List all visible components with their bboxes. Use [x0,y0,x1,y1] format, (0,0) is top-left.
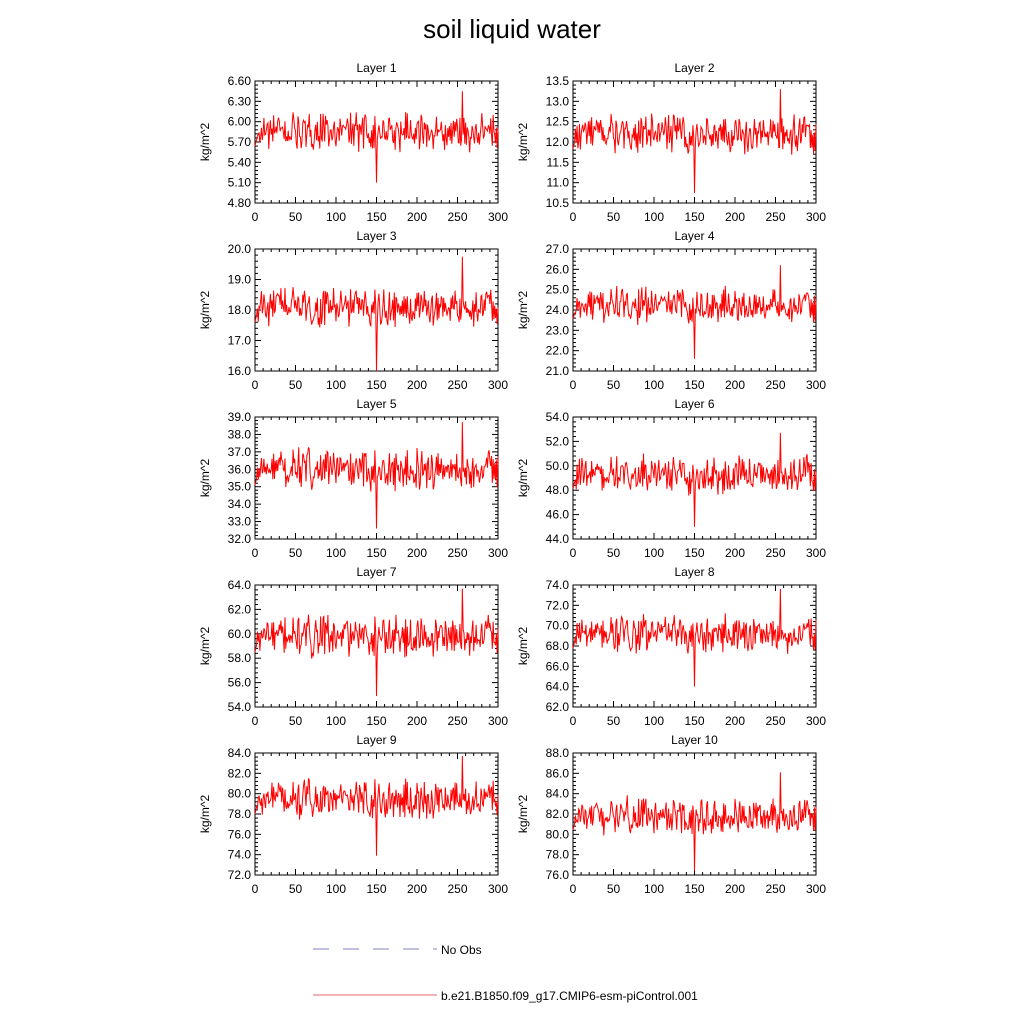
x-tick-label: 50 [288,882,303,896]
x-tick-label: 200 [406,378,428,392]
x-tick-label: 150 [366,882,387,896]
x-tick-label: 200 [724,378,746,392]
x-tick-label: 150 [684,378,705,392]
y-tick-label: 80.0 [545,827,569,842]
y-tick-label: 10.5 [545,196,569,210]
y-tick-label: 25.0 [545,282,569,297]
panel-title: Layer 8 [674,565,715,579]
y-tick-label: 6.30 [227,94,251,109]
panel-10 [516,733,826,896]
x-tick-label: 300 [487,210,509,224]
y-tick-label: 82.0 [545,807,569,821]
x-tick-label: 0 [251,714,259,728]
y-tick-label: 24.0 [545,303,569,317]
x-tick-label: 200 [406,882,428,896]
panel-title: Layer 7 [356,565,397,579]
x-tick-label: 150 [366,210,387,224]
panel-title: Layer 9 [356,733,397,747]
x-tick-label: 0 [251,882,259,896]
y-tick-label: 56.0 [227,675,251,690]
y-axis-label: kg/m^2 [198,122,212,162]
x-tick-label: 300 [805,546,827,560]
y-tick-label: 13.0 [545,94,569,109]
x-tick-label: 0 [569,714,577,728]
x-tick-label: 100 [325,882,347,896]
x-tick-label: 50 [606,378,621,392]
x-tick-label: 0 [569,378,577,392]
x-tick-label: 100 [325,546,347,560]
series-line [255,589,498,696]
x-tick-label: 50 [288,714,303,728]
x-tick-label: 200 [406,210,428,224]
x-tick-label: 150 [684,714,705,728]
panel-4 [516,229,826,392]
panel-title: Layer 3 [356,229,397,243]
figure-title: soil liquid water [423,14,601,44]
legend [313,943,698,1003]
x-tick-label: 50 [606,714,621,728]
y-tick-label: 5.70 [227,135,251,149]
y-tick-label: 78.0 [227,807,251,821]
y-tick-label: 32.0 [227,532,251,546]
y-tick-label: 11.5 [546,155,569,170]
series-line [255,91,498,183]
y-tick-label: 12.5 [545,114,569,129]
x-tick-label: 250 [447,882,468,896]
y-axis-label: kg/m^2 [198,626,212,666]
panel-7 [198,565,508,728]
panel-title: Layer 10 [671,733,718,747]
plot-frame [255,753,498,875]
panel-1 [198,61,508,224]
panel-title: Layer 4 [674,229,715,243]
y-tick-label: 74.0 [227,847,251,862]
x-tick-label: 50 [288,378,303,392]
panel-8 [516,565,826,728]
y-tick-label: 23.0 [545,323,569,338]
y-tick-label: 68.0 [545,639,569,653]
series-line [255,422,498,528]
panel-6 [516,397,826,560]
y-tick-label: 22.0 [545,343,569,358]
x-tick-label: 300 [487,714,509,728]
legend-label-no-obs: No Obs [441,943,482,957]
x-tick-label: 100 [643,210,665,224]
panel-3 [198,229,508,392]
x-tick-label: 250 [765,882,786,896]
x-tick-label: 200 [406,546,428,560]
y-tick-label: 50.0 [545,458,569,473]
plot-frame [573,585,816,707]
x-tick-label: 100 [643,546,665,560]
y-tick-label: 21.0 [545,364,569,378]
y-tick-label: 35.0 [227,479,251,494]
panel-title: Layer 1 [356,61,397,75]
x-tick-label: 100 [643,714,665,728]
y-tick-label: 60.0 [227,626,251,641]
y-tick-label: 74.0 [545,578,569,592]
series-line [255,756,498,856]
x-tick-label: 0 [569,882,577,896]
x-tick-label: 100 [643,378,665,392]
y-tick-label: 52.0 [545,434,569,449]
legend-label-run: b.e21.B1850.f09_g17.CMIP6-esm-piControl.001 [441,989,698,1003]
y-tick-label: 82.0 [227,766,251,781]
x-tick-label: 200 [724,210,746,224]
y-tick-label: 62.0 [545,700,569,714]
y-tick-label: 70.0 [545,618,569,633]
y-tick-label: 72.0 [227,868,251,882]
x-tick-label: 250 [447,210,468,224]
y-tick-label: 86.0 [545,766,569,781]
y-tick-label: 20.0 [227,242,251,256]
panel-2 [516,61,826,224]
y-tick-label: 80.0 [227,786,251,801]
x-tick-label: 300 [805,714,827,728]
x-tick-label: 150 [684,882,705,896]
x-tick-label: 100 [325,714,347,728]
y-tick-label: 18.0 [227,303,251,317]
series-line [573,89,816,193]
x-tick-label: 100 [325,210,347,224]
series-line [573,589,816,687]
y-tick-label: 76.0 [545,868,569,882]
x-tick-label: 0 [569,210,577,224]
y-tick-label: 19.0 [227,272,251,287]
x-tick-label: 150 [684,546,705,560]
x-tick-label: 50 [606,546,621,560]
y-tick-label: 62.0 [227,602,251,617]
x-tick-label: 100 [643,882,665,896]
y-tick-label: 88.0 [545,746,569,760]
x-tick-label: 300 [487,546,509,560]
x-tick-label: 200 [724,714,746,728]
y-tick-label: 48.0 [545,483,569,498]
x-tick-label: 250 [765,546,786,560]
series-line [573,265,816,359]
y-tick-label: 72.0 [545,598,569,613]
y-tick-label: 58.0 [227,651,251,666]
y-tick-label: 46.0 [545,507,569,522]
x-tick-label: 150 [366,546,387,560]
x-tick-label: 150 [366,714,387,728]
y-tick-label: 5.40 [227,155,251,170]
x-tick-label: 200 [724,882,746,896]
y-tick-label: 27.0 [545,242,569,256]
y-tick-label: 17.0 [227,333,251,348]
series-line [573,433,816,527]
y-tick-label: 84.0 [227,746,251,760]
y-tick-label: 13.5 [545,74,569,88]
y-tick-label: 78.0 [545,847,569,862]
x-tick-label: 250 [447,546,468,560]
y-tick-label: 39.0 [227,410,251,424]
y-axis-label: kg/m^2 [516,290,530,330]
y-tick-label: 16.0 [227,364,251,378]
y-tick-label: 64.0 [227,578,251,592]
y-tick-label: 37.0 [227,444,251,459]
x-tick-label: 150 [366,378,387,392]
y-tick-label: 6.00 [227,114,251,129]
x-tick-label: 0 [569,546,577,560]
series-line [255,257,498,371]
panel-title: Layer 2 [674,61,715,75]
y-tick-label: 44.0 [545,532,569,546]
x-tick-label: 0 [251,378,259,392]
x-tick-label: 50 [288,210,303,224]
y-axis-label: kg/m^2 [516,626,530,666]
x-tick-label: 250 [447,714,468,728]
y-tick-label: 36.0 [227,462,251,477]
y-tick-label: 76.0 [227,827,251,842]
x-tick-label: 250 [765,210,786,224]
y-tick-label: 54.0 [227,700,251,714]
x-tick-label: 300 [805,882,827,896]
panel-5 [198,397,508,560]
x-tick-label: 300 [805,378,827,392]
panel-9 [198,733,508,896]
y-tick-label: 54.0 [545,410,569,424]
x-tick-label: 200 [724,546,746,560]
y-axis-label: kg/m^2 [198,290,212,330]
x-tick-label: 150 [684,210,705,224]
y-tick-label: 33.0 [227,514,251,529]
y-tick-label: 34.0 [227,497,251,512]
y-tick-label: 5.10 [227,175,251,190]
y-tick-label: 12.0 [545,135,569,149]
y-axis-label: kg/m^2 [198,794,212,834]
x-tick-label: 50 [606,210,621,224]
x-tick-label: 50 [606,882,621,896]
y-axis-label: kg/m^2 [516,458,530,498]
x-tick-label: 100 [325,378,347,392]
x-tick-label: 250 [765,714,786,728]
x-tick-label: 250 [447,378,468,392]
y-axis-label: kg/m^2 [516,794,530,834]
y-axis-label: kg/m^2 [198,458,212,498]
series-line [573,772,816,871]
y-tick-label: 66.0 [545,659,569,674]
y-tick-label: 84.0 [545,786,569,801]
x-tick-label: 250 [765,378,786,392]
panel-title: Layer 6 [674,397,715,411]
y-tick-label: 26.0 [545,262,569,277]
x-tick-label: 0 [251,546,259,560]
x-tick-label: 50 [288,546,303,560]
x-tick-label: 0 [251,210,259,224]
x-tick-label: 300 [487,882,509,896]
y-tick-label: 4.80 [227,196,251,210]
panel-title: Layer 5 [356,397,397,411]
y-tick-label: 11.0 [546,175,569,190]
x-tick-label: 200 [406,714,428,728]
x-tick-label: 300 [487,378,509,392]
x-tick-label: 300 [805,210,827,224]
y-tick-label: 64.0 [545,679,569,694]
y-axis-label: kg/m^2 [516,122,530,162]
y-tick-label: 6.60 [227,74,251,88]
y-tick-label: 38.0 [227,427,251,442]
